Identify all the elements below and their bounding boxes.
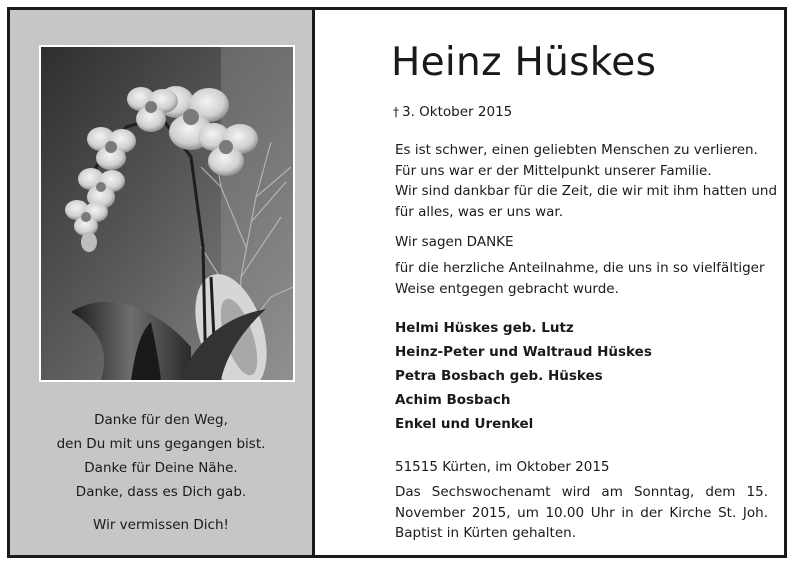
thanks-heading-text: Wir sagen DANKE [395, 234, 514, 250]
poem-line: Danke, dass es Dich gab. [75, 484, 247, 500]
poem-line: Danke für den Weg, [94, 412, 228, 428]
signer-name: Heinz-Peter und Waltraud Hüskes [395, 344, 652, 360]
message-line: für alles, was er uns war. [395, 203, 563, 220]
death-date: 3. Oktober 2015 [402, 104, 513, 120]
message-line: Wir sind dankbar für die Zeit, die wir mit ihm hatten und [395, 183, 778, 199]
message-line: Für uns war er der Mittelpunkt unserer Familie. [395, 162, 712, 179]
service-notice: Das Sechswochenamt wird am Sonntag, dem 15. November 2015, um 10.00 Uhr in der Kirche St. Joh. Baptist in Kürten gehalten. [395, 484, 768, 541]
poem-closing-line: Wir vermissen Dich! [93, 517, 229, 533]
signer-name: Enkel und Urenkel [395, 416, 534, 432]
death-date-line [393, 104, 512, 120]
obituary-card [7, 7, 787, 558]
signer-name: Petra Bosbach geb. Hüskes [395, 368, 603, 384]
thanks-block [395, 258, 780, 299]
signer-name: Achim Bosbach [395, 392, 511, 408]
poem-closing [10, 513, 312, 537]
poem-verse [10, 408, 312, 504]
cross-icon: † [393, 105, 399, 119]
thanks-line: für die herzliche Anteilnahme, die uns in so vielfältiger [395, 260, 765, 276]
place-date [395, 457, 780, 478]
message-block [395, 140, 780, 222]
right-panel [315, 10, 784, 555]
signer-name: Helmi Hüskes geb. Lutz [395, 320, 574, 336]
orchid-photo [39, 45, 295, 382]
poem-line: den Du mit uns gegangen bist. [56, 436, 266, 452]
deceased-name: Heinz Hüskes [391, 40, 657, 85]
place-date-text: 51515 Kürten, im Oktober 2015 [395, 459, 610, 475]
message-line: Es ist schwer, einen geliebten Menschen zu verlieren. [395, 142, 758, 158]
orchid-illustration [41, 47, 293, 380]
thanks-line: Weise entgegen gebracht wurde. [395, 280, 619, 297]
thanks-heading [395, 232, 780, 253]
poem-line: Danke für Deine Nähe. [84, 460, 238, 476]
left-panel [10, 10, 315, 555]
